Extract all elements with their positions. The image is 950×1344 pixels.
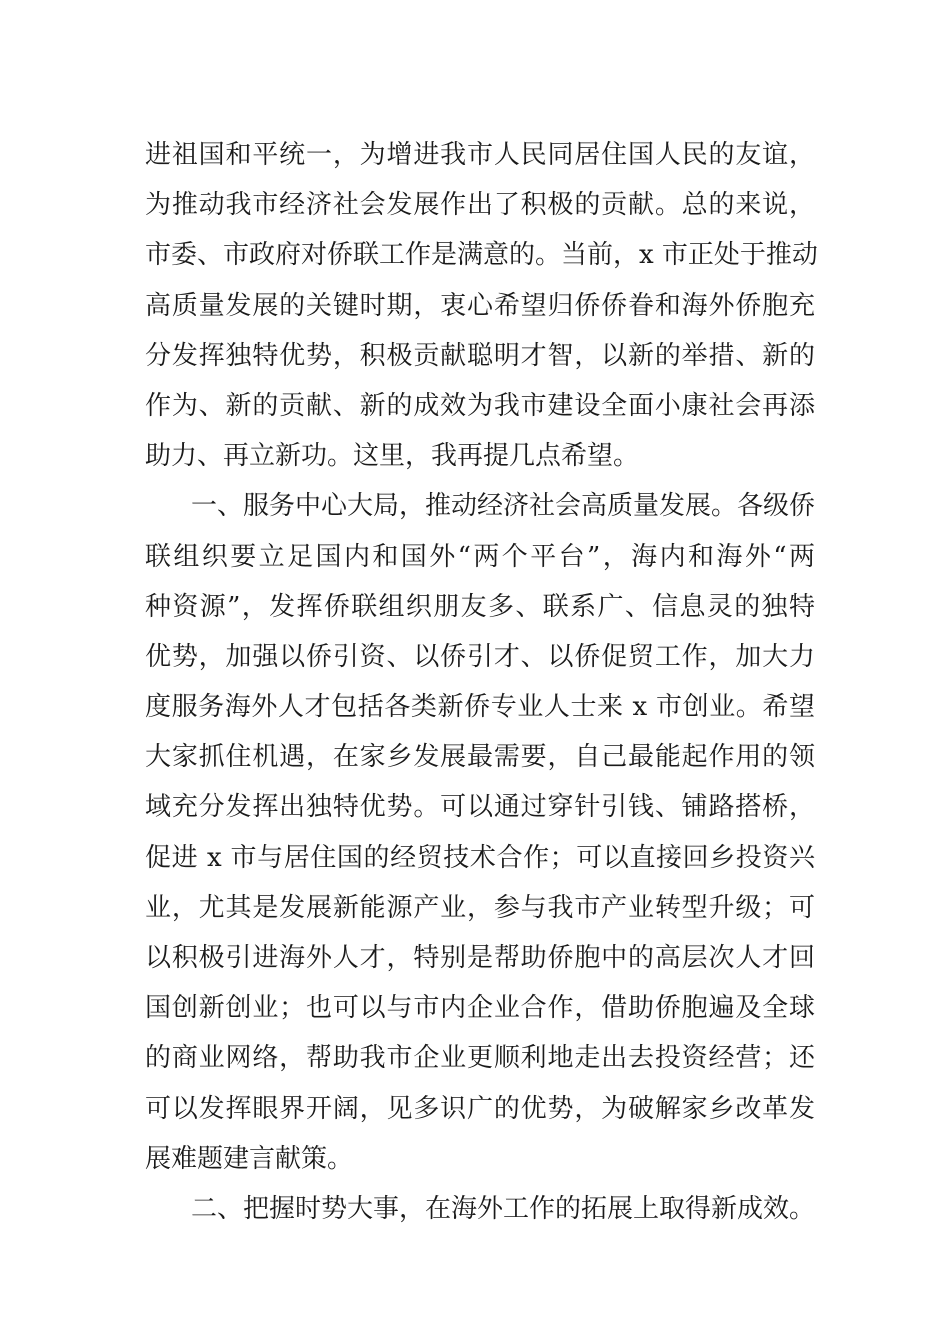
text-line: 进祖国和平统一，为增进我市人民同居住国人民的友谊， [145,140,815,170]
text-line: 高质量发展的关键时期，衷心希望归侨侨眷和海外侨胞充 [145,290,815,321]
text-line: 为推动我市经济社会发展作出了积极的贡献。总的来说， [145,190,815,221]
text-line: 市委、市政府对侨联工作是满意的。当前，x 市正处于推动 [145,240,818,271]
text-line: 的商业网络，帮助我市企业更顺利地走出去投资经营；还 [145,1043,815,1074]
document-body-text [145,130,818,1234]
text-line: 国创新创业；也可以与市内企业合作，借助侨胞遍及全球 [145,993,815,1024]
text-line: 展难题建言献策。 [145,1143,354,1174]
text-line: 作为、新的贡献、新的成效为我市建设全面小康社会再添 [145,390,815,421]
text-line: 二、把握时势大事，在海外工作的拓展上取得新成效。 [191,1193,816,1224]
text-line: 可以发挥眼界开阔，见多识广的优势，为破解家乡改革发 [145,1093,815,1124]
text-line: 助力、再立新功。这里，我再提几点希望。 [145,441,640,472]
text-line: 联组织要立足国内和国外“两个平台”，海内和海外“两 [145,541,815,572]
text-line: 以积极引进海外人才，特别是帮助侨胞中的高层次人才回 [145,943,815,973]
text-line: 大家抓住机遇，在家乡发展最需要，自己最能起作用的领 [145,742,815,773]
text-line: 种资源”，发挥侨联组织朋友多、联系广、信息灵的独特 [145,591,815,622]
text-line: 域充分发挥出独特优势。可以通过穿针引钱、铺路搭桥， [145,792,815,823]
text-line: 业，尤其是发展新能源产业，参与我市产业转型升级；可 [145,892,815,923]
text-line: 度服务海外人才包括各类新侨专业人士来 x 市创业。希望 [145,692,815,723]
text-line: 优势，加强以侨引资、以侨引才、以侨促贸工作，加大力 [145,641,815,672]
text-line: 分发挥独特优势，积极贡献聪明才智，以新的举措、新的 [145,340,815,371]
text-line: 一、服务中心大局，推动经济社会高质量发展。各级侨 [191,491,816,522]
text-line: 促进 x 市与居住国的经贸技术合作；可以直接回乡投资兴 [145,842,815,873]
